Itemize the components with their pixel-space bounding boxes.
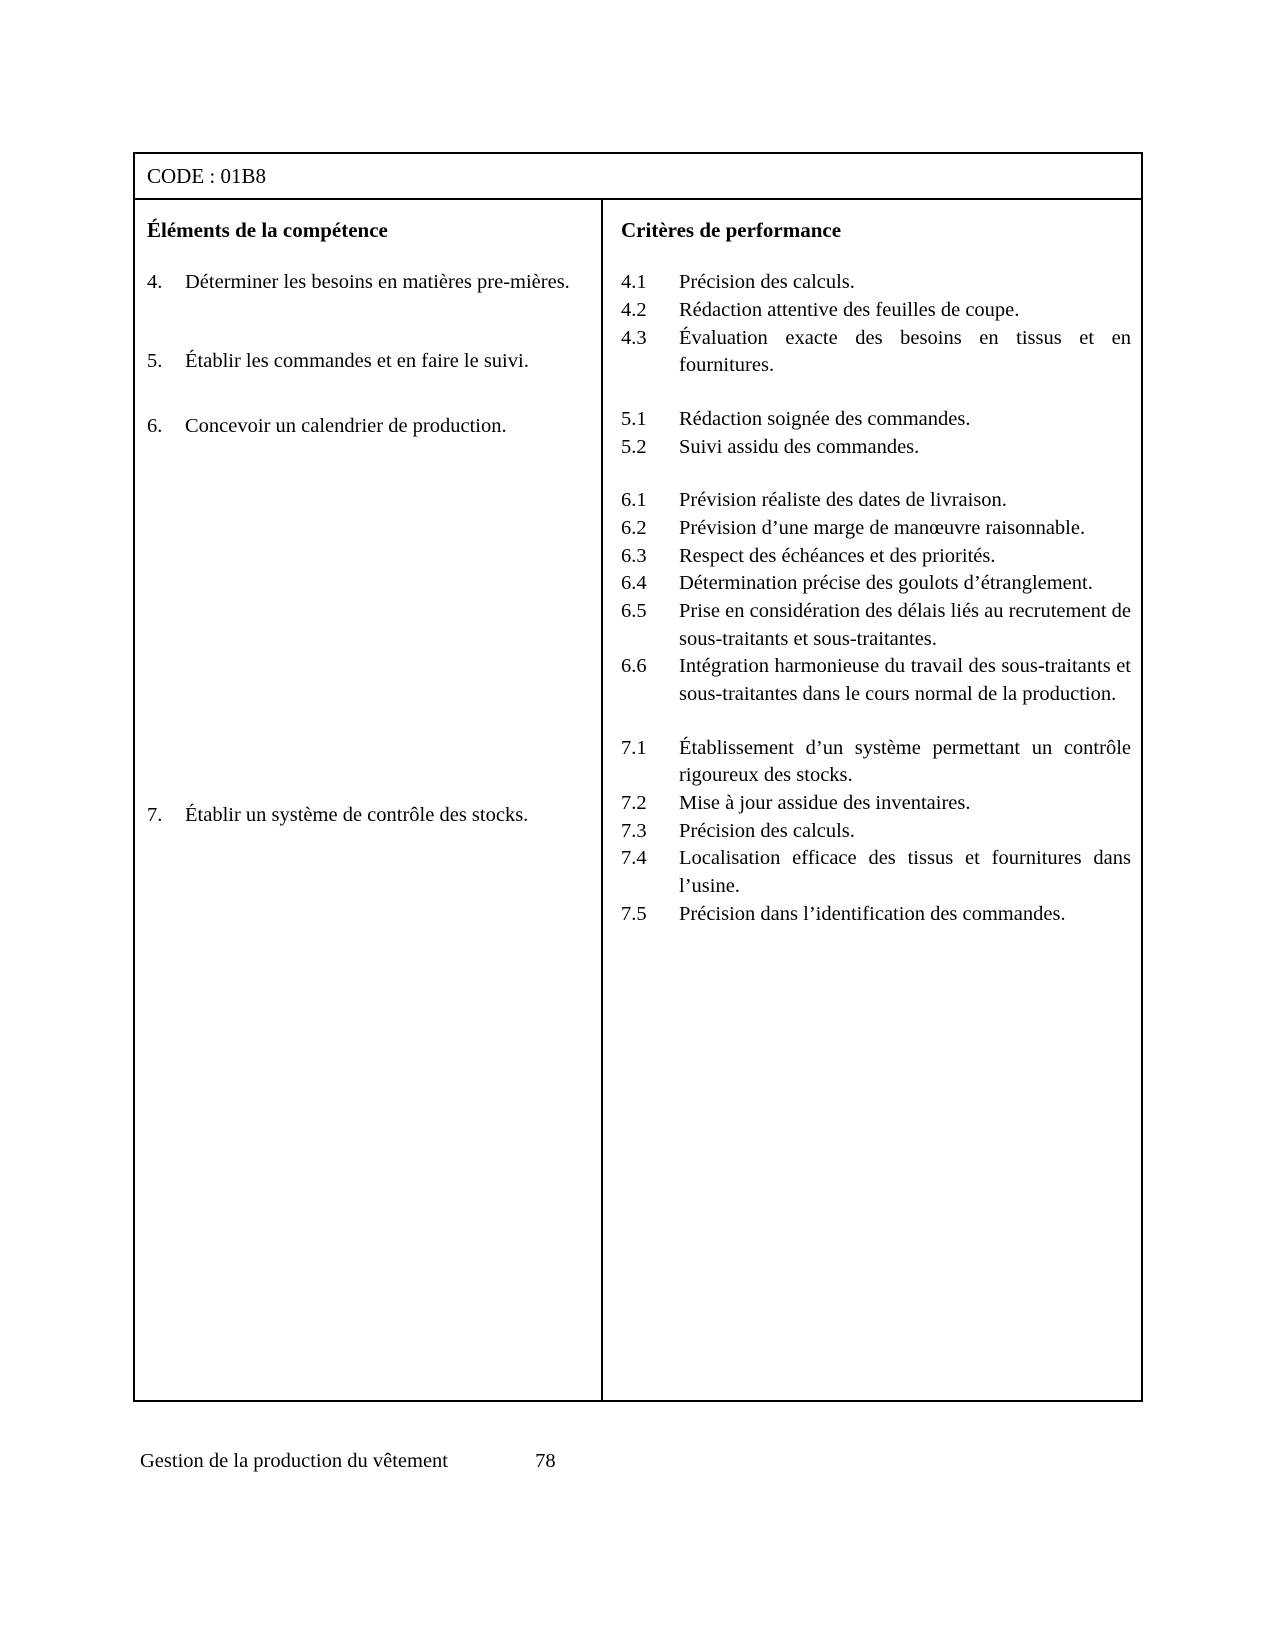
element-number: 7.: [147, 804, 163, 827]
criterion-text: Prise en considération des délais liés au recrutement de sous-traitants et sous-traitantes.: [679, 599, 1131, 650]
criterion-number: 6.2: [621, 516, 647, 539]
element-number: 4.: [147, 271, 163, 294]
criterion-row: [621, 790, 1131, 818]
criterion-text: Établissement d’un système permettant un contrôle rigoureux des stocks.: [679, 736, 1131, 787]
criterion-number: 6.1: [621, 489, 647, 512]
criterion-number: 7.5: [621, 902, 647, 925]
criterion-row: [621, 297, 1131, 325]
criterion-text: Respect des échéances et des priorités.: [679, 544, 996, 567]
criterion-number: 6.5: [621, 599, 647, 622]
criterion-row: [621, 653, 1131, 708]
criterion-text: Détermination précise des goulots d’étranglement.: [679, 572, 1093, 595]
competency-table: [133, 152, 1143, 1402]
criterion-number: 5.1: [621, 407, 647, 430]
criterion-text: Rédaction soignée des commandes.: [679, 407, 971, 430]
criterion-text: Mise à jour assidue des inventaires.: [679, 791, 971, 814]
element-text: Déterminer les besoins en matières pre-mières.: [185, 271, 570, 294]
criterion-row: [621, 406, 1131, 434]
element-number: 6.: [147, 415, 163, 438]
criterion-number: 7.1: [621, 736, 647, 759]
footer-title: Gestion de la production du vêtement: [140, 1450, 448, 1472]
criterion-row: [621, 735, 1131, 790]
criterion-number: 6.4: [621, 572, 647, 595]
criteria-column: [603, 200, 1141, 1400]
code-row: CODE : 01B8: [135, 154, 1141, 200]
criterion-number: 5.2: [621, 435, 647, 458]
element-number: 5.: [147, 350, 163, 373]
criterion-number: 6.3: [621, 544, 647, 567]
criterion-text: Prévision réaliste des dates de livraison.: [679, 489, 1007, 512]
elements-column: [135, 200, 603, 1400]
criterion-text: Prévision d’une marge de manœuvre raisonnable.: [679, 516, 1086, 539]
criteria-group: [621, 269, 1131, 380]
criterion-text: Intégration harmonieuse du travail des sous-traitants et sous-traitantes dans le cours normal de la production.: [679, 655, 1131, 705]
elements-column-header: Éléments de la compétence: [147, 218, 388, 243]
criteria-group: [621, 735, 1131, 929]
criterion-number: 7.4: [621, 847, 647, 870]
criterion-row: [621, 818, 1131, 846]
element-row: [147, 269, 587, 296]
criterion-row: [621, 487, 1131, 515]
criterion-row: [621, 845, 1131, 900]
criterion-row: [621, 570, 1131, 598]
criterion-row: [621, 598, 1131, 653]
criterion-row: [621, 543, 1131, 571]
criterion-number: 4.2: [621, 298, 647, 321]
page-number: 78: [535, 1450, 556, 1472]
element-row: [147, 413, 587, 440]
criterion-text: Précision des calculs.: [679, 819, 855, 842]
element-text: Établir un système de contrôle des stocks.: [185, 804, 529, 827]
criterion-text: Localisation efficace des tissus et fournitures dans l’usine.: [679, 847, 1131, 897]
criterion-text: Suivi assidu des commandes.: [679, 435, 920, 458]
element-row: [147, 348, 587, 375]
element-text: Concevoir un calendrier de production.: [185, 415, 507, 438]
criterion-number: 6.6: [621, 655, 647, 678]
criteria-group: [621, 406, 1131, 461]
criterion-number: 7.2: [621, 791, 647, 814]
criterion-row: [621, 434, 1131, 462]
criteria-group: [621, 487, 1131, 708]
criterion-row: [621, 515, 1131, 543]
page-footer: [140, 1450, 556, 1473]
criterion-number: 4.1: [621, 271, 647, 294]
criterion-row: [621, 269, 1131, 297]
table-body: [135, 200, 1141, 1400]
criterion-row: [621, 901, 1131, 929]
element-text: Établir les commandes et en faire le suivi.: [185, 350, 529, 373]
criterion-number: 7.3: [621, 819, 647, 842]
element-row: [147, 802, 587, 829]
criterion-text: Précision dans l’identification des commandes.: [679, 902, 1066, 925]
criterion-row: [621, 325, 1131, 380]
criterion-text: Évaluation exacte des besoins en tissus et en fournitures.: [679, 326, 1131, 377]
criterion-text: Rédaction attentive des feuilles de coupe.: [679, 298, 1020, 321]
criterion-number: 4.3: [621, 326, 647, 349]
criterion-text: Précision des calculs.: [679, 271, 855, 294]
criteria-column-header: Critères de performance: [621, 218, 842, 243]
